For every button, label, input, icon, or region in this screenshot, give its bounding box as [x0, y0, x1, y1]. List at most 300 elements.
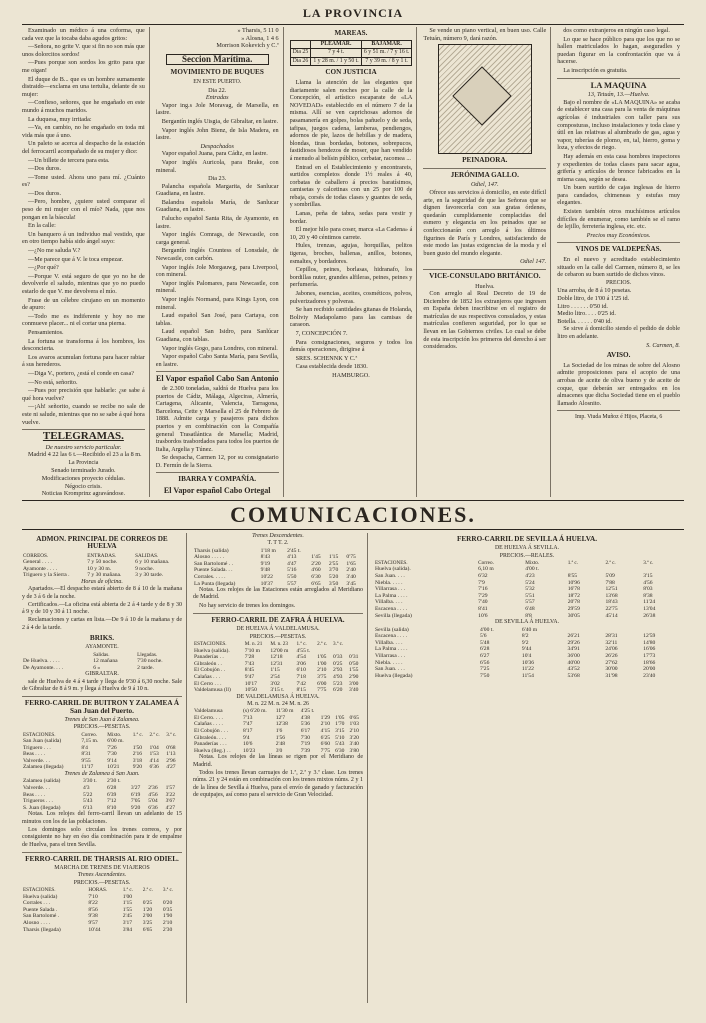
price-row: Una arroba, de 8 á 10 pesetas. — [557, 287, 632, 295]
tide-high: 1 y 28 m. / 1 y 50 t. — [311, 57, 362, 66]
table-cell: 6'10 — [296, 667, 306, 674]
maritime-section-heading: Seccion Marítima. — [166, 54, 269, 66]
table-cell: 7'16 — [478, 586, 488, 593]
table-cell: 2'40 — [346, 567, 356, 574]
table-cell: 5'43 — [83, 798, 93, 805]
table-cell: 6'40 m — [521, 626, 538, 633]
table-cell: Triguero . . . — [23, 744, 51, 751]
table-cell: Tharsis (salida) — [194, 547, 229, 554]
table-cell: 0'50 — [349, 660, 359, 667]
hairdresser-illustration — [438, 44, 532, 154]
table-row — [374, 566, 680, 573]
table-cell: Triguero y la Sierra . — [23, 572, 70, 579]
price-row: Medio litro. . . . 0'25 id. — [557, 310, 616, 318]
table-cell: 2'30 t. — [106, 778, 121, 785]
table-cell — [642, 627, 680, 634]
consulate-body-2: Lo que se hace público para que los que no se hallen matriculados lo hagan, aseguradles y puedan figurar en la confrontación que va á hacerse. — [557, 35, 680, 66]
table-row — [193, 648, 363, 655]
telegram-1-body — [22, 467, 145, 497]
table-cell: 8'55 — [567, 573, 578, 580]
table-cell: 1'70 — [335, 721, 345, 728]
table-cell: El Cerro. . . . — [194, 714, 223, 721]
column-header: SALIDAS. — [135, 552, 159, 559]
column-header: 3.ª c. — [166, 731, 177, 738]
table-cell: 6'30 — [311, 573, 321, 580]
ship-entry: Vapor ing.s Jole Moravag, de Marsella, en lastre. — [155, 101, 279, 117]
column-header: HORAS. — [88, 887, 108, 893]
zafra-table — [193, 641, 363, 694]
ship-entry: Laud español San Isidro, para Sanlúcar Guadiana, con tablas. — [155, 328, 279, 343]
table-cell: 24'06 — [605, 646, 618, 653]
table-cell: 6 » — [93, 664, 101, 671]
table-cell: 1'45 — [311, 554, 321, 561]
table-cell: 1'15 — [122, 900, 133, 907]
table-cell: 9'2 — [521, 639, 529, 646]
table-cell: 11'30 m — [275, 708, 294, 715]
paragraph: El duque de B... que es un hombre sumamente distraido—exclama en una tertulia, delante de su mujer: — [22, 75, 145, 98]
table-row — [22, 559, 182, 566]
table-cell: Panaderías . . . — [194, 741, 227, 748]
table-cell: 5'57 — [525, 599, 535, 606]
table-cell: Alosno . . . . . — [194, 554, 225, 561]
table-cell: 14'80 — [643, 639, 656, 646]
table-row — [193, 715, 363, 722]
paragraph: —¡Ah! señorito, cuando se recibe no sale de este ni salude, mientras que no se sabe á qué hora vuelve. — [22, 403, 145, 426]
table-cell: 2'48 — [275, 741, 286, 748]
tide-col-blank — [290, 40, 311, 49]
zafra-cols-2: M. n. 22 M. n. 24 M. n. 26 — [247, 700, 309, 707]
table-cell: 9'48 — [260, 567, 271, 574]
telegrams-heading: TELEGRAMAS. — [42, 430, 124, 443]
table-cell: 3'40 — [349, 687, 359, 694]
table-row — [193, 728, 363, 735]
table-cell: 5'23 — [333, 680, 343, 687]
table-cell: 2'10 — [320, 721, 331, 728]
column-1 — [22, 27, 150, 497]
table-row — [22, 658, 182, 665]
table-cell — [162, 894, 182, 901]
table-cell: 3'17 — [122, 919, 133, 926]
ship-entry: Vapor inglés Auricola, para Brake, con mineral. — [155, 158, 279, 174]
tide-col-high: PLEAMAR. — [311, 40, 362, 49]
table-row — [22, 751, 182, 758]
tide-row — [290, 57, 412, 66]
table-row — [22, 665, 182, 672]
ship-movement-heading: MOVIMIENTO DE BUQUES — [170, 68, 264, 77]
table-cell — [147, 778, 164, 785]
briks-table — [22, 652, 182, 672]
table-row — [22, 907, 182, 914]
table-cell: 45'14 — [605, 612, 618, 619]
table-cell: 53'68 — [567, 672, 580, 679]
table-cell: 0'35 — [162, 906, 173, 913]
table-cell: 8'22 — [88, 900, 98, 907]
table-cell: 8'4 — [81, 744, 88, 751]
table-cell: 2'45 — [122, 913, 133, 920]
table-cell: 7'18 — [296, 673, 306, 680]
table-cell: 8'56 — [88, 906, 98, 913]
table-cell: 8'45 — [244, 667, 255, 674]
table-cell: 1'04 — [149, 744, 159, 751]
table-cell: 7'12 — [106, 798, 117, 805]
table-cell — [316, 648, 332, 655]
table-cell: 7'75 — [317, 687, 327, 694]
table-row — [374, 646, 680, 653]
table-cell: 1'20 — [142, 906, 153, 913]
table-cell: 18'72 — [567, 592, 580, 599]
table-cell: 9'47 — [244, 673, 255, 680]
table-cell: 2'36 — [148, 784, 158, 791]
table-cell: 12'38 — [275, 721, 288, 728]
table-cell: 10'6 — [478, 612, 488, 619]
table-cell — [142, 894, 162, 901]
table-cell: 7'47 — [242, 721, 253, 728]
paragraph: —Me parece que á V. le toca empezar. — [28, 255, 124, 263]
table-cell: 1'15 — [270, 667, 280, 674]
table-cell: 6'65 — [311, 580, 321, 587]
price-row: Litro . . . . . . 0'50 id. — [557, 302, 608, 310]
table-row — [193, 741, 363, 748]
lower-column-2 — [193, 533, 368, 1003]
cabo-san-antonio-foot: Se despacha, Carmen 12, por su consignatario D. Fermín de la Sierra. — [155, 454, 279, 469]
table-cell: 12'7 — [275, 714, 286, 721]
table-cell: 12'51 — [605, 586, 618, 593]
table-row — [193, 554, 363, 561]
buitron-notes-2: Los domingos solo circulan los trenes correos, y por consiguiente no hay en éso día combinación para ir de empalme de Huelva, para el tren Sevilla. — [22, 826, 182, 848]
vinos-prices — [557, 287, 680, 325]
table-cell: 5'32 — [525, 586, 535, 593]
table-cell: 23'40 — [643, 672, 656, 679]
table-cell: 11'17 — [81, 764, 94, 771]
hamburg-label: HAMBURGO. — [332, 371, 370, 379]
table-cell: 0'75 — [346, 554, 356, 561]
divider — [22, 696, 182, 697]
table-cell: 6'27 — [479, 652, 490, 659]
table-cell: 7,15 m. — [81, 738, 99, 745]
table-cell: 8'43 — [260, 554, 271, 561]
con-justicia-body — [290, 79, 413, 371]
price-row: Doble litro, de 1'00 á 1'25 id. — [557, 295, 630, 302]
table-cell: San Bartolomé . — [23, 913, 60, 920]
table-cell: 1'56 — [275, 734, 286, 741]
arrivals-label: Entradas — [205, 94, 229, 102]
table-cell: 2'30 — [162, 926, 173, 933]
table-cell: Villalba. . . . — [375, 599, 403, 606]
table-cell: 2'54 — [270, 673, 280, 680]
zafra-prices: PRECIOS.—PESETAS. — [249, 633, 307, 640]
table-cell: 17'73 — [643, 652, 656, 659]
table-cell: Niebla. . . . . — [375, 579, 403, 586]
ship-entry: Vapor inglés John Bienz, de Isla Madera, en lastre. — [155, 126, 279, 142]
paragraph: —Tome usted. Ahora uno para mí. ¿Cuánto es? — [22, 173, 145, 189]
table-cell: 7'40 — [478, 599, 488, 606]
table-cell: 3'70 — [328, 567, 339, 574]
table-cell — [165, 738, 182, 745]
table-cell: 4'14 — [149, 757, 159, 764]
table-cell: 1'29 — [320, 714, 331, 721]
zafra-sub: DE HUELVA Á VALDELAMUSA. — [236, 626, 320, 633]
table-row — [374, 633, 680, 640]
table-cell: 3'84 — [122, 926, 133, 933]
buitron-table-2 — [22, 778, 182, 811]
table-cell: 6'56 — [479, 659, 490, 666]
divider — [193, 613, 363, 614]
gibraltar-body: sale de Huelva de 4 á 4 tarde y llega de 9'30 á 6,30 noche. Sale de Gibraltar de 8 á 9 m. y llega á Huelva de 9 á 10 n. — [22, 678, 182, 693]
table-cell: 4'60 — [311, 567, 321, 574]
table-cell: 3'75 — [317, 673, 327, 680]
arrivals-23 — [156, 183, 279, 263]
table-cell: 7'43 — [244, 660, 255, 667]
table-cell — [604, 566, 642, 573]
table-cell: 0'20 — [162, 900, 173, 907]
column-header: M. n. 23 — [270, 640, 288, 647]
telegrams-subheading: De nuestro servicio particular. — [45, 443, 122, 451]
table-row — [374, 660, 680, 667]
table-cell: Niebla. . . . . — [375, 659, 403, 666]
table-cell — [165, 778, 182, 785]
table-cell: 4'56 — [643, 579, 653, 586]
table-cell: 6'48 — [525, 606, 535, 613]
column-4 — [423, 27, 551, 497]
table-cell: 5'43 — [335, 741, 345, 748]
table-cell: 1'53 — [149, 751, 159, 758]
table-row — [193, 708, 363, 715]
table-row — [22, 927, 182, 934]
paragraph: Casa establecida desde 1830. — [295, 363, 368, 371]
table-row — [22, 792, 182, 799]
table-cell: La Palma . . . . — [375, 592, 408, 599]
table-cell: 26'38 — [643, 612, 656, 619]
paragraph: Para consignaciones, seguros y todos los demás operaciones, dirigirse á — [289, 338, 413, 354]
day-23: Dia 23. — [208, 175, 227, 183]
table-cell: 0'25 — [142, 900, 153, 907]
table-cell: 7'13 — [242, 714, 253, 721]
table-cell: 28'31 — [605, 633, 618, 640]
departures-22 — [156, 150, 279, 174]
table-cell: 4'25 t. — [300, 708, 315, 715]
table-row — [22, 566, 182, 573]
table-cell: 7'30 — [300, 734, 311, 741]
table-cell: 6'25 — [320, 734, 331, 741]
paragraph: La duquesa, muy irritada: — [28, 115, 92, 123]
paragraph: —Pues porque son sordos los grito para que me oigan! — [22, 59, 145, 74]
jeronima-heading: JERÓNIMA GALLO. — [450, 170, 519, 179]
divider — [557, 410, 680, 411]
paragraph: Llama la atención de las elegantes que diariamente salen noches por la calle de la Concepción, el artístico escaparate de «LA NOVEDAD» establecido en el número 7 de la misma. Allí se ven caprichosas adornos de pasamanería en golpes, bolas pañuelo y de seda, tafipas, juegos cadena, lamberas, pendiengos, adornos de pie, lazos de hebillas y de madera, blondas, tiras bordadas, botones, sobrepucos, fastidiosos hendezos de moser, que han vendido á menudo al belísin público, cerbatar, racomea ... — [289, 78, 413, 162]
upper-columns — [22, 27, 684, 497]
lower-columns — [22, 533, 684, 1003]
table-cell: 10'21 — [107, 764, 120, 771]
table-cell: 10'22 — [260, 573, 273, 580]
table-cell: 2'93 — [333, 667, 343, 674]
ship-entry: Laud español San José, para Cartaya, con tablas. — [155, 312, 279, 327]
table-cell: 6'13 — [83, 804, 93, 811]
table-cell: 7 y 50 noche. — [87, 559, 118, 566]
table-cell: Zalamea (llegada) — [23, 764, 64, 771]
table-cell: 8'41 — [478, 606, 488, 613]
column-header: 3.ª c. — [162, 887, 174, 893]
table-cell: San Juan. . . . — [375, 666, 405, 673]
paragraph: —Pues por precisión que hablarle: ¿se sabe á qué hora vuelve? — [22, 387, 145, 402]
table-cell: Panaderías . . — [194, 654, 224, 661]
table-cell: 2'10 — [349, 728, 359, 735]
table-cell — [348, 648, 363, 655]
table-cell: 8'17 — [242, 728, 253, 735]
table-cell: 29'26 — [567, 639, 580, 646]
divider — [156, 472, 279, 473]
table-row — [374, 627, 680, 634]
buitron-notes: Notas. Los relojes del ferro-carril llevan un adelanto de 15 minutos con los de las poblaciones. — [22, 811, 182, 825]
column-header: ESTACIONES. — [375, 559, 408, 566]
divider — [22, 852, 182, 853]
column-header: ENTRADAS. — [87, 552, 117, 559]
paragraph: Hules, trenzas, agujas, horquillas, pelitos tigeras, broches, ballenas, anillos, botones, esmaltes, y bordadores. — [289, 242, 413, 265]
tide-row — [290, 49, 412, 58]
buitron-sub: Trenes de San Juan á Zalamea. — [64, 716, 140, 723]
table-cell — [132, 738, 149, 745]
paragraph: —No está, señorito. — [28, 378, 78, 386]
table-cell: 2'55 — [328, 560, 339, 567]
share-line: » Alosna, 1 4 6 — [241, 34, 279, 42]
table-cell: 30'05 — [567, 612, 580, 619]
table-cell: 5'36 — [300, 721, 311, 728]
paragraph: Hay además en esta casa hombres inspectores y expedientes de todas clases para sacar agua, grifería y artículos de bronce fabricados en la misma casa, según se desea. — [557, 152, 680, 183]
table-cell — [604, 627, 642, 634]
table-cell: Huelva (salida) — [23, 893, 58, 900]
table-cell: 11'54 — [521, 672, 534, 679]
table-cell: 8'10 — [106, 804, 117, 811]
paragraph: —Confieso, señores, que he engañado en este mundo á muchos maridos. — [22, 99, 145, 114]
table-cell: 3'50 — [328, 580, 339, 587]
table-cell: 16'78 — [567, 586, 580, 593]
table-cell: 2'96 — [166, 757, 176, 764]
table-cell: 9'44 — [521, 646, 532, 653]
paragraph: —¿No me saluda V.? — [28, 247, 81, 255]
table-row — [193, 548, 363, 555]
paragraph: Un banquero á un individuo mal vestido, que en otro tiempo había sido ángel suyo: — [22, 230, 145, 246]
table-cell: Gibraleón . . — [194, 660, 222, 667]
table-cell: 9'4 — [242, 734, 250, 741]
table-cell: 1'50 — [132, 744, 143, 751]
table-cell: 8'38 — [643, 592, 653, 599]
la-maquina-address: 13, Tetuán, 13.—Huelva. — [587, 91, 650, 99]
paragraph: —¿Por qué? — [28, 264, 59, 272]
table-cell: Zalamea (salida) — [23, 778, 61, 785]
vinos-prices-label: PRECIOS. — [605, 279, 632, 286]
briks-sub: AYAMONTE. — [85, 644, 119, 651]
table-cell: S. Juan (llegada) — [23, 804, 61, 811]
table-cell: 10'36 — [521, 659, 535, 666]
table-row — [193, 721, 363, 728]
table-row — [193, 667, 363, 674]
tharsis-heading: FERRO-CARRIL DE THARSIS AL RIO ODIEL. — [25, 854, 179, 863]
telegram-line: Senado terminado Jurado. — [51, 467, 116, 475]
table-cell: San Juan (salida) — [23, 738, 62, 745]
column-header: CORREOS. — [23, 552, 49, 559]
masthead: LA PROVINCIA — [302, 6, 404, 20]
vinos-heading: VINOS DE VALDEPEÑAS. — [575, 245, 662, 254]
ship-entry: Vapor inglés Jole Morgauwg, para Liverpool, con mineral. — [155, 263, 279, 279]
table-row — [22, 798, 182, 805]
price-row: Botella. . . . . . 0'40 id. — [557, 317, 612, 325]
table-cell: 10'50 — [244, 687, 257, 694]
table-row — [193, 735, 363, 742]
table-cell — [130, 778, 147, 785]
table-cell: 26'26 — [605, 652, 618, 659]
column-header: 3.ª c. — [333, 640, 344, 647]
ship-entry: Vapor inglés Palomares, para Newcastle, con mineral. — [155, 279, 279, 295]
table-cell: 1'65 — [346, 560, 356, 567]
divider — [557, 78, 680, 79]
table-cell: 5'48 — [479, 639, 490, 646]
table-cell: Escacena . . . . — [375, 633, 407, 640]
tharsis-sub: MARCHA DE TRENES DE VIAJEROS — [54, 865, 150, 872]
table-cell: 16'06 — [643, 646, 656, 653]
divider — [156, 371, 279, 372]
zafra-notes: Notas. Los relojes de las líneas se rigen por el Meridiano de Madrid. — [193, 754, 363, 768]
table-cell: 1'55 — [122, 906, 133, 913]
table-cell: Huelva (llegada) — [375, 672, 413, 679]
ibarra-heading: IBARRA Y COMPAÑÍA. — [178, 475, 257, 484]
table-cell: 3'27 — [130, 784, 141, 791]
table-row — [193, 654, 363, 661]
table-cell: 4'00 t. — [479, 626, 494, 633]
table-cell: 4'27 — [166, 764, 176, 771]
table-cell: 6'17 — [300, 728, 311, 735]
table-cell: 10'6 — [242, 741, 253, 748]
table-cell: 7'9 — [478, 579, 485, 586]
paragraph: —Dos duros. — [28, 165, 62, 173]
vinos-note: Se sirve á domicilio siendo el pedido de doble litro en adelante. — [557, 325, 680, 340]
table-cell: Villalba. . . . — [375, 639, 403, 646]
table-cell: 2'90 — [349, 673, 359, 680]
cabo-san-antonio-body: de 2.300 toneladas, saldrá de Huelva para los puertos de Cádiz, Málaga, Algeciras, Almería, Cartagena, Alicante, Valencia, Tarragona, Barcelona, Cette y Marsella el 25 de Febrero de 1888. Admite carga y pasajeros para dichos puertos y en combinación con la Compañía general Trasatlántica de Marsella; Madrid, trasbordos trasbordados para todos los puertos de Italia, Argelia y Túnez. — [155, 384, 279, 453]
arrivals-22 — [156, 102, 279, 142]
table-cell: 3'18 — [132, 757, 143, 764]
cabo-san-antonio-heading: El Vapor español Cabo San Antonio — [156, 374, 279, 384]
column-header: 3.ª c. — [643, 559, 654, 566]
table-cell: Puente Salada . — [23, 906, 58, 913]
tharsis-table — [22, 887, 182, 933]
table-cell: 2'20 — [311, 560, 321, 567]
share-line: » Tharsis, 5 11 0 — [237, 27, 279, 34]
paragraph: Cepillos, peines, borlasas, hidranafo, los bordillas nuter, grandes alfileras, peines, peines y perfumería. — [289, 266, 413, 289]
table-cell: 4'3 — [83, 784, 90, 791]
table-row — [374, 573, 680, 580]
table-row — [22, 920, 182, 927]
paragraph: —Un billete de tercera para esta. — [28, 156, 110, 164]
table-cell: 9 noche. — [135, 565, 155, 572]
ship-entry: Vapor español Cabo Santa María, para Sevilla, en lastre. — [155, 353, 279, 368]
table-cell: 12 mañana — [93, 658, 118, 665]
table-cell: 31'98 — [605, 672, 618, 679]
table-cell: 5'50 — [287, 573, 297, 580]
paragraph: —Diga V., portero, ¿está el conde en casa? — [28, 369, 134, 377]
table-cell: 3'06 — [296, 660, 306, 667]
cabo-ortegal-heading: El Vapor español Cabo Ortegal — [163, 486, 271, 496]
table-cell: El Cobujón . . . — [194, 728, 229, 735]
table-cell: 40'00 — [567, 659, 580, 666]
table-cell: 5'09 — [605, 573, 615, 580]
paragraph: Apartados.—El despacho estará abierto de 8 á 10 de la mañana y de 3 á 6 de la noche. — [22, 586, 182, 600]
table-cell: Corrales. . . . . — [194, 573, 226, 580]
table-cell — [567, 566, 605, 573]
ship-entry: Bergantín inglés Uisgia, de Gibraltar, en lastre. — [161, 117, 279, 125]
table-cell: 2'10 — [162, 919, 173, 926]
tide-day: Día 26 — [290, 57, 311, 66]
paragraph: 7, CONCEPCIÓN 7. — [295, 329, 348, 337]
table-cell: La Palma . . . . — [375, 646, 408, 653]
